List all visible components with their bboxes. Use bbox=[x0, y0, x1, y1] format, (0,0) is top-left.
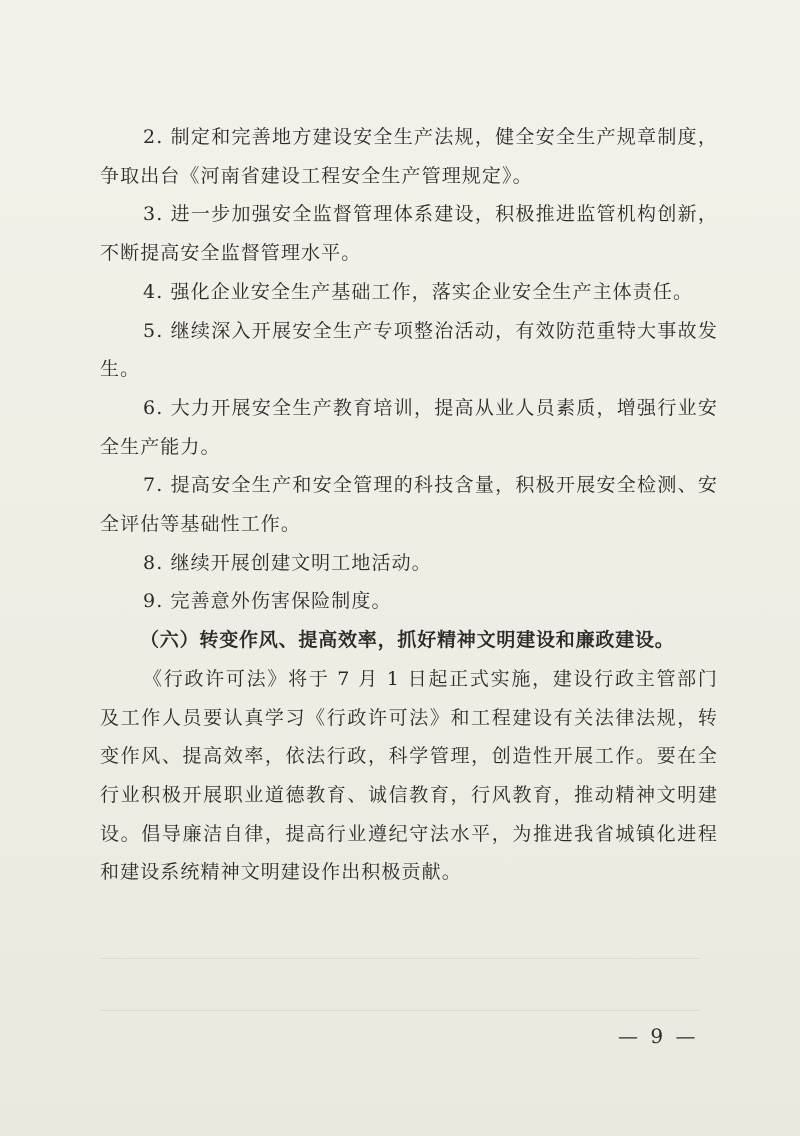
paragraph-item-3: 3. 进一步加强安全监督管理体系建设，积极推进监管机构创新，不断提高安全监督管理水平。 bbox=[100, 203, 718, 265]
paragraph-item-5: 5. 继续深入开展安全生产专项整治活动，有效防范重特大事故发生。 bbox=[100, 319, 718, 381]
page-number: — 9 — bbox=[618, 1024, 699, 1048]
paragraph-item-7: 7. 提高安全生产和安全管理的科技含量，积极开展安全检测、安全评估等基础性工作。 bbox=[100, 474, 718, 536]
document-body bbox=[100, 118, 718, 892]
paragraph-item-2: 2. 制定和完善地方建设安全生产法规，健全安全生产规章制度，争取出台《河南省建设工程安全生产管理规定》。 bbox=[100, 126, 718, 187]
bleed-through-line-top bbox=[100, 958, 700, 959]
section-heading: （六）转变作风、提高效率，抓好精神文明建设和廉政建设。 bbox=[140, 629, 675, 652]
paragraph-item-4: 4. 强化企业安全生产基础工作，落实企业安全生产主体责任。 bbox=[143, 280, 694, 303]
closing-paragraph: 《行政许可法》将于 7 月 1 日起正式实施，建设行政主管部门及工作人员要认真学习《行政许可法》和工程建设有关法律法规，转变作风、提高效率，依法行政，科学管理，创造性开展工作。要在全行业积极开展职业道德教育、诚信教育，行风教育，推动精神文明建设。倡导廉洁自律，提高行业遵纪守法水平，为推进我省城镇化进程和建设系统精神文明建设作出积极贡献。 bbox=[100, 667, 718, 884]
paragraph-item-6: 6. 大力开展安全生产教育培训，提高从业人员素质，增强行业安全生产能力。 bbox=[100, 396, 718, 458]
paragraph-item-8: 8. 继续开展创建文明工地活动。 bbox=[143, 551, 432, 574]
bleed-through-line-bottom bbox=[100, 1010, 700, 1011]
paragraph-item-9: 9. 完善意外伤害保险制度。 bbox=[143, 590, 392, 613]
